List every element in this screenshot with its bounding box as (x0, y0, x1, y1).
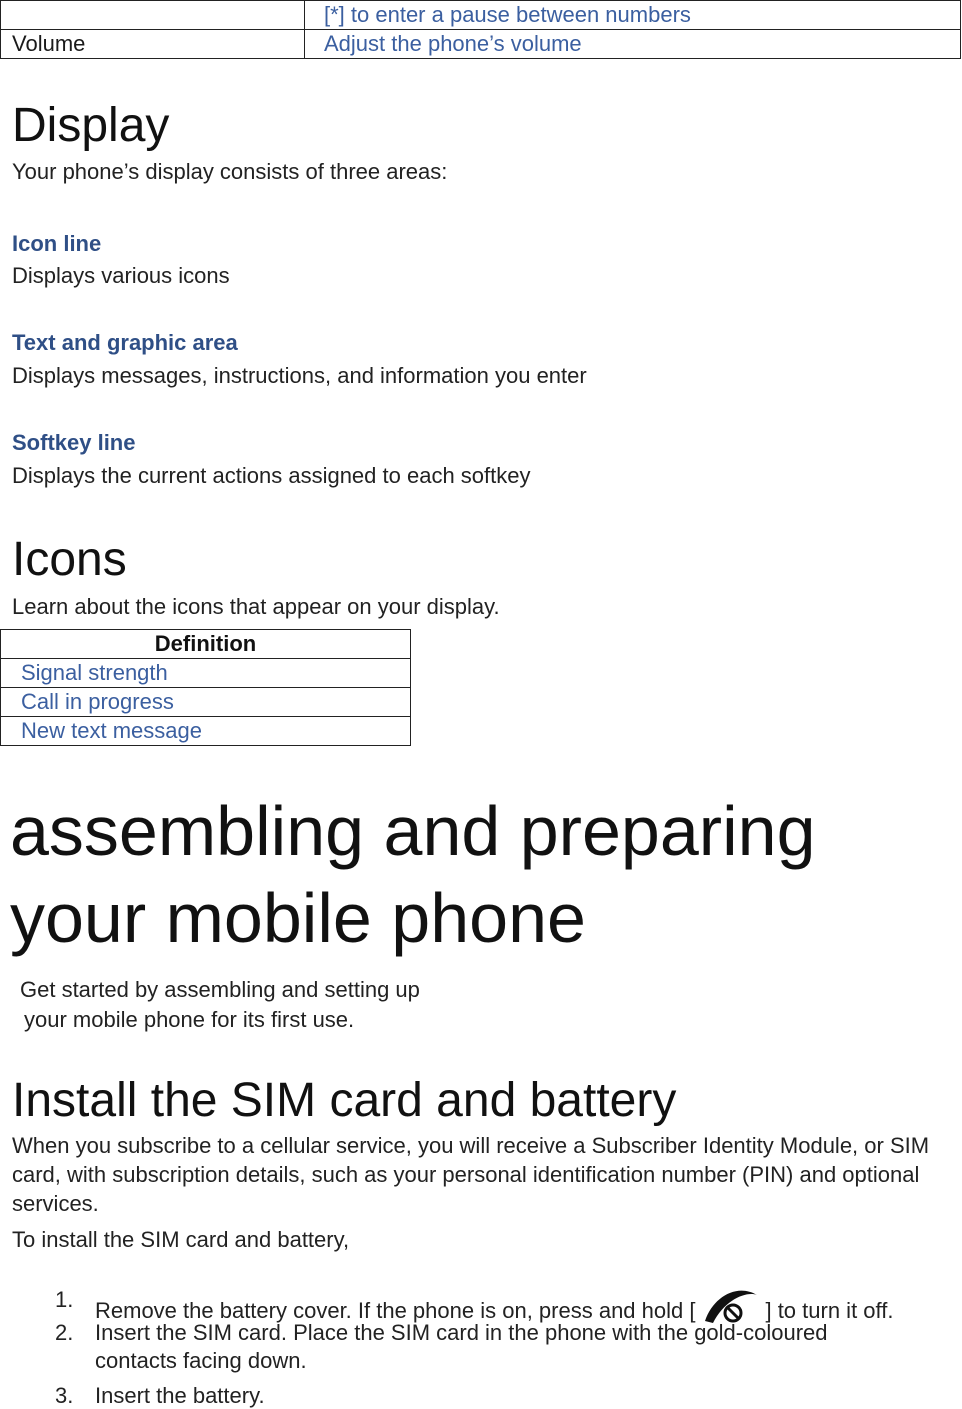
step-number: 2. (55, 1320, 74, 1345)
step-1-text-before: Remove the battery cover. If the phone is on, press and hold [ (95, 1297, 696, 1323)
area-title-icon-line: Icon line (12, 231, 102, 256)
area-title-text-graphic: Text and graphic area (12, 330, 238, 355)
table-cell-value: Adjust the phone’s volume (305, 30, 961, 59)
display-intro: Your phone’s display consists of three areas: (12, 159, 448, 184)
step-3-text: Insert the battery. (95, 1383, 265, 1408)
step-2-line1: Insert the SIM card. Place the SIM card in the phone with the gold-coloured (95, 1320, 828, 1345)
chapter-title-line2: your mobile phone (10, 879, 586, 957)
table-cell: Call in progress (1, 688, 411, 717)
table-cell: New text message (1, 717, 411, 746)
table-row (1, 1, 961, 30)
step-2-line2: contacts facing down. (95, 1348, 307, 1373)
chapter-sub-line1: Get started by assembling and setting up (20, 977, 420, 1002)
controls-table (0, 0, 961, 59)
step-1-text-after: ] to turn it off. (765, 1297, 894, 1323)
chapter-title-line1: assembling and preparing (10, 792, 816, 870)
step-number: 3. (55, 1383, 74, 1408)
table-row (1, 30, 961, 59)
install-lead: To install the SIM card and battery, (12, 1227, 350, 1252)
area-title-softkey-line: Softkey line (12, 430, 136, 455)
table-cell-key (1, 1, 305, 30)
table-row (1, 688, 411, 717)
install-paragraph: When you subscribe to a cellular service, you will receive a Subscriber Identity Module, or SIM card, with subscription details, such as your personal identification number (PIN) and optional services. (12, 1133, 930, 1216)
table-cell-key: Volume (1, 30, 305, 59)
table-cell: Signal strength (1, 659, 411, 688)
area-desc-softkey-line: Displays the current actions assigned to each softkey (12, 463, 531, 488)
chapter-sub-line2: your mobile phone for its first use. (24, 1007, 355, 1032)
table-cell-value: [*] to enter a pause between numbers (305, 1, 961, 30)
area-desc-icon-line: Displays various icons (12, 263, 230, 288)
icons-heading: Icons (12, 533, 127, 586)
table-header-row (1, 630, 411, 659)
step-number: 1. (55, 1287, 74, 1312)
display-heading: Display (12, 99, 170, 152)
icons-intro: Learn about the icons that appear on your display. (12, 594, 500, 619)
area-desc-text-graphic: Displays messages, instructions, and information you enter (12, 363, 587, 388)
icons-table (0, 629, 411, 746)
table-row (1, 659, 411, 688)
table-header-definition: Definition (1, 630, 411, 659)
install-heading: Install the SIM card and battery (12, 1074, 677, 1127)
table-row (1, 717, 411, 746)
